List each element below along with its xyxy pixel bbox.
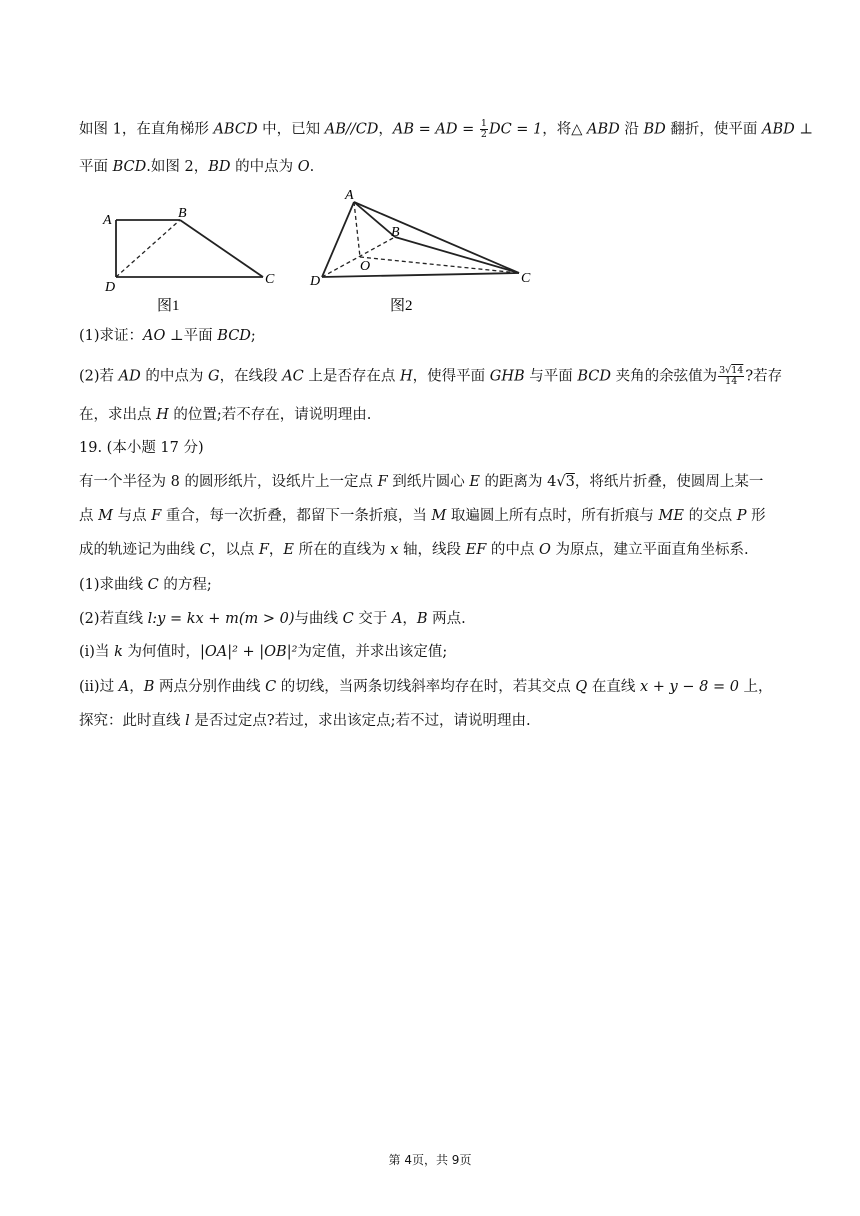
q19-part2: (2)若直线 l:y = kx + m(m > 0)与曲线 C 交于 A，B 两点. bbox=[79, 611, 466, 627]
q19-part2-ii-line1: (ⅱ)过 A，B 两点分别作曲线 C 的切线，当两条切线斜率均存在时，若其交点 Q 在直线 x + y − 8 = 0 上， bbox=[79, 679, 773, 695]
fig1-label-b: B bbox=[178, 206, 187, 221]
fig1-label-c: C bbox=[265, 272, 275, 287]
q19-stem-line2: 点 M 与点 F 重合，每一次折叠，都留下一条折痕，当 M 取遍圆上所有点时，所有折痕与 ME 的交点 P 形 bbox=[79, 508, 766, 524]
fig1-label-a: A bbox=[103, 213, 112, 228]
fig2-label-c: C bbox=[521, 271, 531, 286]
q18-intro-line1: 如图 1，在直角梯形 ABCD 中，已知 AB//CD，AB = AD = $\frac{1}{2}$ DC = 1，将△ ABD 沿 BD 翻折，使平面 ABD ⊥ bbox=[79, 118, 814, 140]
page-footer: 第 4页，共 9页 bbox=[388, 1153, 472, 1167]
q18-intro-line2: 平面 BCD.如图 2，BD 的中点为 O. bbox=[79, 159, 315, 175]
q19-part2-i: (ⅰ)当 k 为何值时，|OA|² + |OB|²为定值，并求出该定值; bbox=[79, 644, 448, 660]
fig2-label-o: O bbox=[360, 259, 371, 274]
fig1-caption: 图1 bbox=[157, 298, 180, 314]
figure-1-trapezoid bbox=[95, 198, 290, 318]
fig2-caption: 图2 bbox=[390, 298, 413, 314]
q18-part1: (1)求证：AO ⊥平面 BCD; bbox=[79, 328, 256, 344]
q18-part2-line2: 在，求出点 H 的位置;若不存在，请说明理由. bbox=[79, 407, 372, 423]
q19-stem-line3: 成的轨迹记为曲线 C，以点 F，E 所在的直线为 x 轴，线段 EF 的中点 O 为原点，建立平面直角坐标系. bbox=[79, 542, 749, 558]
q19-part1: (1)求曲线 C 的方程; bbox=[79, 577, 212, 593]
figure-2-folded-solid bbox=[300, 185, 545, 320]
fig1-label-d: D bbox=[105, 280, 116, 295]
fraction-one-half: $\frac{1}{2}$ bbox=[480, 118, 487, 140]
fig2-label-d: D bbox=[310, 274, 321, 289]
q19-part2-ii-line2: 探究：此时直线 l 是否过定点?若过，求出该定点;若不过，请说明理由. bbox=[79, 713, 531, 729]
q19-stem-line1: 有一个半径为 8 的圆形纸片，设纸片上一定点 F 到纸片圆心 E 的距离为 4√3，将纸片折叠，使圆周上某一 bbox=[79, 474, 764, 490]
fig2-label-b: B bbox=[391, 225, 400, 240]
q19-header: 19. (本小题 17 分) bbox=[79, 440, 204, 456]
q18-part2-line1: (2)若 AD 的中点为 G，在线段 AC 上是否存在点 H，使得平面 GHB 与平面 BCD 夹角的余弦值为 $\frac{3√14}{14}$ ?若存 bbox=[79, 365, 783, 387]
fraction-cosine-value: $\frac{3√14}{14}$ bbox=[719, 365, 744, 387]
fig2-label-a: A bbox=[345, 188, 354, 203]
